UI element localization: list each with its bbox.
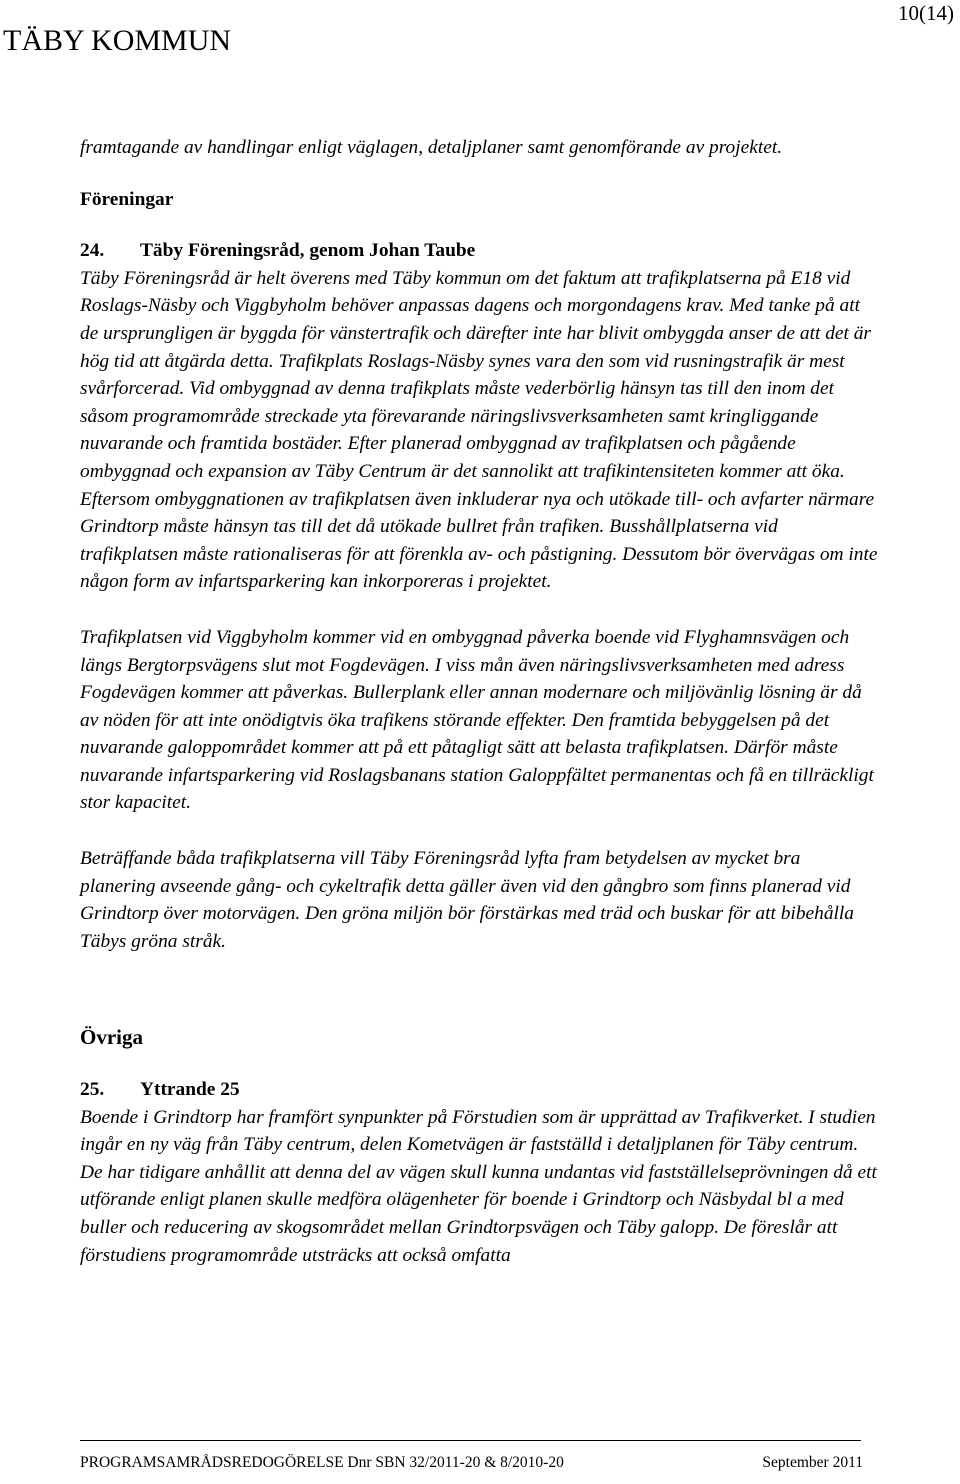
body-paragraph: Trafikplatsen vid Viggbyholm kommer vid en ombyggnad påverka boende vid Flyghamnsvägen och längs Bergtorpsvägens slut mot Fogdevägen. I viss mån även näringslivsverksamheten med adress Fogdevägen kommer att påverkas. Bullerplank eller annan modernare och miljövänlig lösning är då av nöden för att inte onödigtvis öka trafikens störande effekter. Den framtida bebyggelsen på det nuvarande galoppområdet kommer att på ett påtagligt sätt att belasta trafikplatsen. Därför måste nuvarande infartsparkering vid Roslagsbanans station Galoppfältet permanentas och få en tillräckligt stor kapacitet. xyxy=(80,626,874,814)
item-heading-25 xyxy=(80,1076,880,1104)
item-number: 25. xyxy=(80,1079,105,1101)
organization-name: TÄBY KOMMUN xyxy=(3,24,232,57)
footer-date: September 2011 xyxy=(762,1454,863,1471)
body-paragraph: Beträffande båda trafikplatserna vill Täby Föreningsråd lyfta fram betydelsen av mycket bra planering avseende gång- och cykeltrafik detta gäller även vid den gångbro som finns planerad vid Grindtorp över motorvägen. Den gröna miljön bör förstärkas med träd och buskar för att bibehålla Täbys gröna stråk. xyxy=(80,848,854,952)
footer xyxy=(80,1452,863,1474)
footer-document-reference: PROGRAMSAMRÅDSREDOGÖRELSE Dnr SBN 32/2011-20 & 8/2010-20 xyxy=(80,1454,564,1471)
section-heading-foreningar: Föreningar xyxy=(80,188,174,210)
body-paragraph: Täby Föreningsråd är helt överens med Täby kommun om det faktum att trafikplatserna på E18 vid Roslags-Näsby och Viggbyholm behöver anpassas dagens och morgondagens krav. Med tanke på att de ursprungligen är byggda för vänstertrafik och därefter inte har blivit ombyggda anser de att det är hög tid att åtgärda detta. Trafikplats Roslags-Näsby synes vara den som vid rusningstrafik är mest svårforcerad. Vid ombyggnad av denna trafikplats måste vederbörlig hänsyn tas till den inom det såsom programområde streckade yta förevarande näringslivsverksamheten samt kringliggande nuvarande och framtida bostäder. Efter planerad ombyggnad av trafikplatsen och pågående ombyggnad och expansion av Täby Centrum är det sannolikt att trafikintensiteten kommer att öka. Eftersom ombyggnationen av trafikplatsen även inkluderar nya och utökade till- och avfarter närmare Grindtorp måste hänsyn tas till det då utökade bullret från trafiken. Busshållplatserna vid trafikplatsen måste rationaliseras för att förenkla av- och påstigning. Dessutom bör övervägas om inte någon form av infartsparkering kan inkorporeras i projektet. xyxy=(80,267,878,593)
item-title: Täby Föreningsråd, genom Johan Taube xyxy=(140,240,476,262)
section-heading-ovriga: Övriga xyxy=(80,1025,143,1050)
page-number: 10(14) xyxy=(898,1,954,25)
item-heading-24 xyxy=(80,237,880,265)
document-body xyxy=(80,134,880,1269)
item-title: Yttrande 25 xyxy=(140,1079,240,1101)
body-paragraph: Boende i Grindtorp har framfört synpunkter på Förstudien som är upprättad av Trafikverket. I studien ingår en ny väg från Täby centrum, delen Kometvägen är fastställd i detaljplanen för Täby centrum. De har tidigare anhållit att denna del av vägen skull kunna undantas vid fastställelseprövningen då ett utförande enligt planen skulle medföra olägenheter för boende i Grindtorp och Näsbydal bl a med buller och reducering av skogsområdet mellan Grindtorpsvägen och Täby galopp. De föreslår att förstudiens programområde utsträcks att också omfatta xyxy=(80,1106,877,1266)
intro-paragraph: framtagande av handlingar enligt väglagen, detaljplaner samt genomförande av projektet. xyxy=(80,137,783,158)
footer-divider xyxy=(80,1440,861,1441)
item-number: 24. xyxy=(80,240,105,262)
